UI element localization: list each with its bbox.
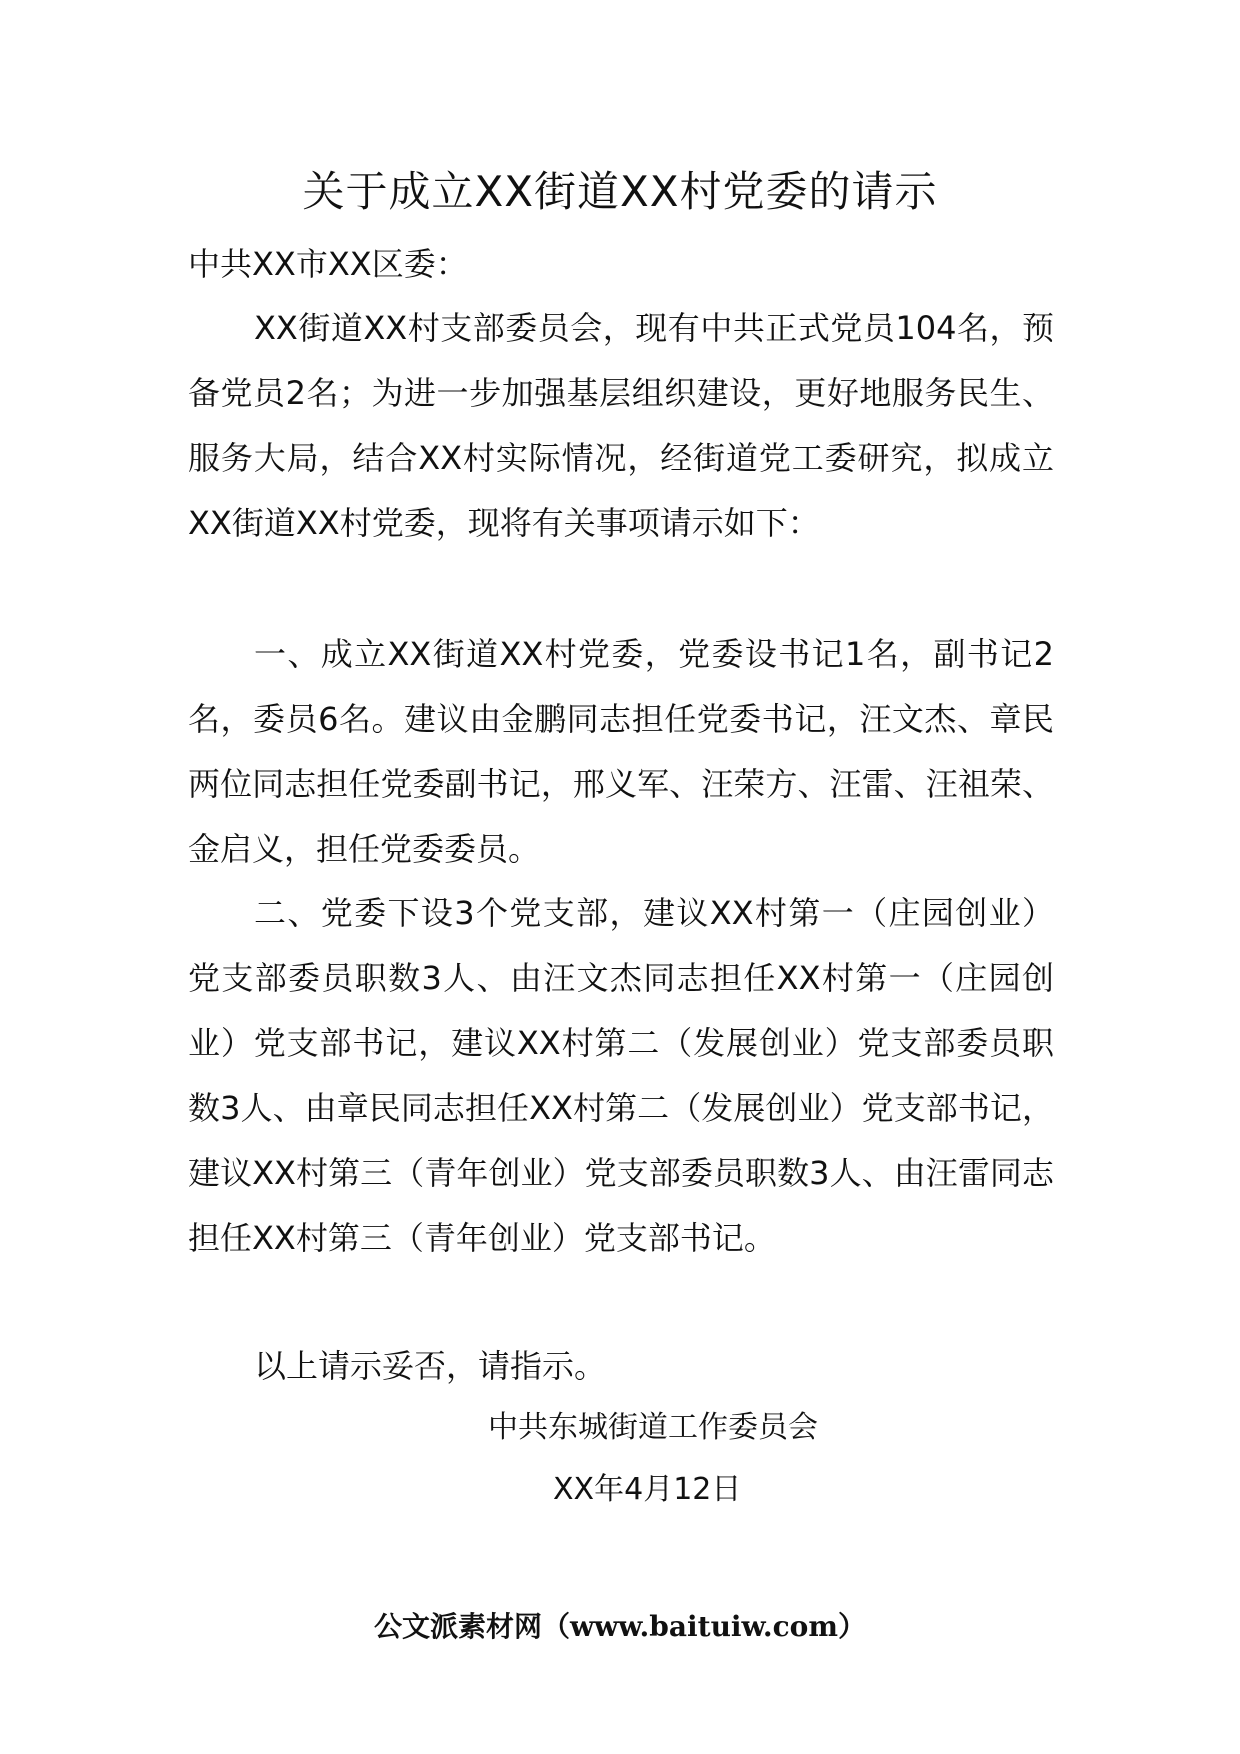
paragraph-intro: XX街道XX村支部委员会，现有中共正式党员104名，预备党员2名；为进一步加强基层组织建设，更好地服务民生、服务大局，结合XX村实际情况，经街道党工委研究，拟成立XX街道XX村党委，现将有关事项请示如下： [188, 309, 1054, 542]
signature-date: XX年4月12日 [553, 1472, 742, 1507]
document-title: 关于成立XX街道XX村党委的请示 [302, 167, 938, 216]
paragraph-item-two: 二、党委下设3个党支部，建议XX村第一（庄园创业）党支部委员职数3人、由汪文杰同志担任XX村第一（庄园创业）党支部书记，建议XX村第二（发展创业）党支部委员职数3人、由章民同志担任XX村第二（发展创业）党支部书记，建议XX村第三（青年创业）党支部委员职数3人、由汪雷同志担任XX村第三（青年创业）党支部书记。 [188, 894, 1054, 1257]
paragraph-item-one: 一、成立XX街道XX村党委，党委设书记1名，副书记2名，委员6名。建议由金鹏同志担任党委书记，汪文杰、章民两位同志担任党委副书记，邢义军、汪荣方、汪雷、汪祖荣、金启义，担任党委委员。 [188, 635, 1054, 868]
source-footer: 公文派素材网（www.baituiw.com） [374, 1610, 866, 1643]
paragraph-closing: 以上请示妥否，请指示。 [254, 1347, 607, 1385]
salutation: 中共XX市XX区委： [188, 245, 468, 283]
signature-organization: 中共东城街道工作委员会 [488, 1410, 818, 1445]
